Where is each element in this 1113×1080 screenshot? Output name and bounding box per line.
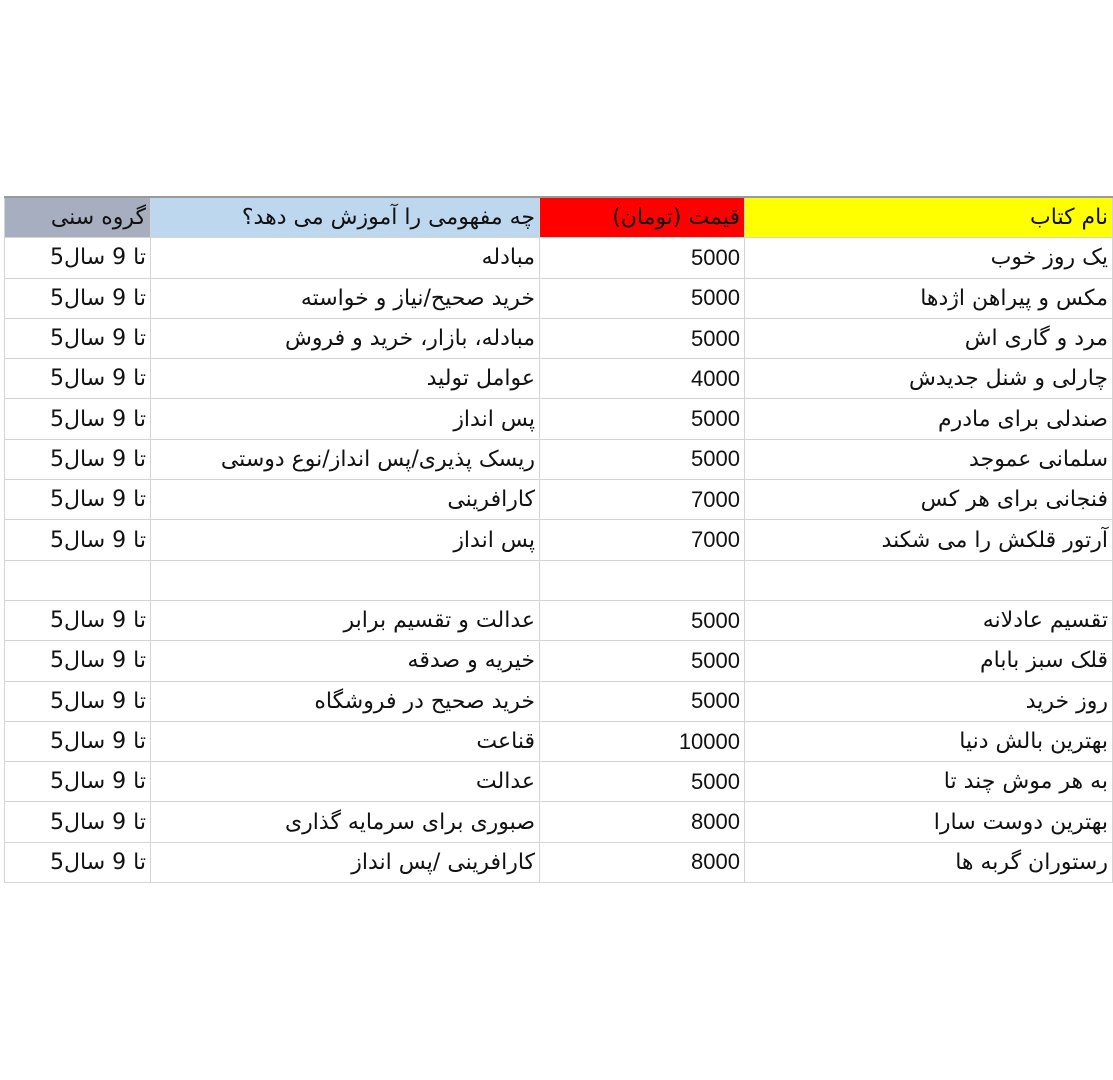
table-row (5, 278, 1113, 318)
table-row (5, 359, 1113, 399)
book-name-cell[interactable]: به هر موش چند تا (745, 762, 1113, 802)
table-row (5, 318, 1113, 358)
topic-cell[interactable]: کارافرینی (151, 480, 540, 520)
spreadsheet (4, 196, 1108, 883)
age-cell[interactable]: 5تا 9 سال (5, 439, 151, 479)
age-cell[interactable]: 5تا 9 سال (5, 480, 151, 520)
table-body (5, 238, 1113, 883)
age-cell[interactable]: 5تا 9 سال (5, 520, 151, 560)
price-cell[interactable]: 8000 (540, 842, 745, 882)
price-cell[interactable]: 5000 (540, 238, 745, 278)
topic-cell[interactable] (151, 560, 540, 600)
header-price[interactable]: قیمت (تومان) (540, 197, 745, 238)
table-row (5, 842, 1113, 882)
book-name-cell[interactable]: مکس و پیراهن اژدها (745, 278, 1113, 318)
age-cell[interactable]: 5تا 9 سال (5, 359, 151, 399)
table-row (5, 520, 1113, 560)
book-name-cell[interactable]: مرد و گاری اش (745, 318, 1113, 358)
topic-cell[interactable]: صبوری برای سرمایه گذاری (151, 802, 540, 842)
book-name-cell[interactable]: آرتور قلکش را می شکند (745, 520, 1113, 560)
age-cell[interactable]: 5تا 9 سال (5, 721, 151, 761)
book-name-cell[interactable]: بهترین بالش دنیا (745, 721, 1113, 761)
table-row (5, 681, 1113, 721)
age-cell[interactable]: 5تا 9 سال (5, 762, 151, 802)
table-row (5, 600, 1113, 640)
price-cell[interactable]: 4000 (540, 359, 745, 399)
age-cell[interactable]: 5تا 9 سال (5, 681, 151, 721)
price-cell[interactable]: 5000 (540, 762, 745, 802)
table-row (5, 641, 1113, 681)
age-cell[interactable]: 5تا 9 سال (5, 641, 151, 681)
book-name-cell[interactable]: چارلی و شنل جدیدش (745, 359, 1113, 399)
table-row (5, 238, 1113, 278)
book-name-cell[interactable]: یک روز خوب (745, 238, 1113, 278)
topic-cell[interactable]: کارافرینی /پس انداز (151, 842, 540, 882)
age-cell[interactable]: 5تا 9 سال (5, 842, 151, 882)
topic-cell[interactable]: پس انداز (151, 520, 540, 560)
age-cell[interactable]: 5تا 9 سال (5, 278, 151, 318)
book-name-cell[interactable]: رستوران گربه ها (745, 842, 1113, 882)
age-cell[interactable]: 5تا 9 سال (5, 802, 151, 842)
price-cell[interactable]: 5000 (540, 278, 745, 318)
topic-cell[interactable]: خرید صحیح/نیاز و خواسته (151, 278, 540, 318)
price-cell[interactable]: 7000 (540, 520, 745, 560)
topic-cell[interactable]: مبادله، بازار، خرید و فروش (151, 318, 540, 358)
price-cell[interactable]: 5000 (540, 641, 745, 681)
topic-cell[interactable]: پس انداز (151, 399, 540, 439)
price-cell[interactable]: 7000 (540, 480, 745, 520)
table-row (5, 399, 1113, 439)
book-name-cell[interactable] (745, 560, 1113, 600)
price-cell[interactable]: 5000 (540, 318, 745, 358)
price-cell[interactable]: 8000 (540, 802, 745, 842)
book-name-cell[interactable]: بهترین دوست سارا (745, 802, 1113, 842)
age-cell[interactable]: 5تا 9 سال (5, 600, 151, 640)
age-cell[interactable]: 5تا 9 سال (5, 238, 151, 278)
topic-cell[interactable]: مبادله (151, 238, 540, 278)
age-cell[interactable] (5, 560, 151, 600)
price-cell[interactable]: 5000 (540, 399, 745, 439)
age-cell[interactable]: 5تا 9 سال (5, 318, 151, 358)
book-name-cell[interactable]: سلمانی عموجد (745, 439, 1113, 479)
age-cell[interactable]: 5تا 9 سال (5, 399, 151, 439)
topic-cell[interactable]: عدالت و تقسیم برابر (151, 600, 540, 640)
table-row (5, 560, 1113, 600)
table-row (5, 721, 1113, 761)
book-table (4, 196, 1113, 883)
book-name-cell[interactable]: تقسیم عادلانه (745, 600, 1113, 640)
header-topic[interactable]: چه مفهومی را آموزش می دهد؟ (151, 197, 540, 238)
table-row (5, 480, 1113, 520)
price-cell[interactable]: 5000 (540, 681, 745, 721)
header-book-name[interactable]: نام کتاب (745, 197, 1113, 238)
price-cell[interactable]: 5000 (540, 600, 745, 640)
table-row (5, 762, 1113, 802)
topic-cell[interactable]: عوامل تولید (151, 359, 540, 399)
table-row (5, 802, 1113, 842)
price-cell[interactable]: 5000 (540, 439, 745, 479)
topic-cell[interactable]: خیریه و صدقه (151, 641, 540, 681)
header-age-group[interactable]: گروه سنی (5, 197, 151, 238)
book-name-cell[interactable]: قلک سبز بابام (745, 641, 1113, 681)
topic-cell[interactable]: خرید صحیح در فروشگاه (151, 681, 540, 721)
book-name-cell[interactable]: روز خرید (745, 681, 1113, 721)
topic-cell[interactable]: قناعت (151, 721, 540, 761)
book-name-cell[interactable]: فنجانی برای هر کس (745, 480, 1113, 520)
topic-cell[interactable]: عدالت (151, 762, 540, 802)
price-cell[interactable]: 10000 (540, 721, 745, 761)
table-row (5, 439, 1113, 479)
topic-cell[interactable]: ریسک پذیری/پس انداز/نوع دوستی (151, 439, 540, 479)
book-name-cell[interactable]: صندلی برای مادرم (745, 399, 1113, 439)
price-cell[interactable] (540, 560, 745, 600)
header-row (5, 197, 1113, 238)
